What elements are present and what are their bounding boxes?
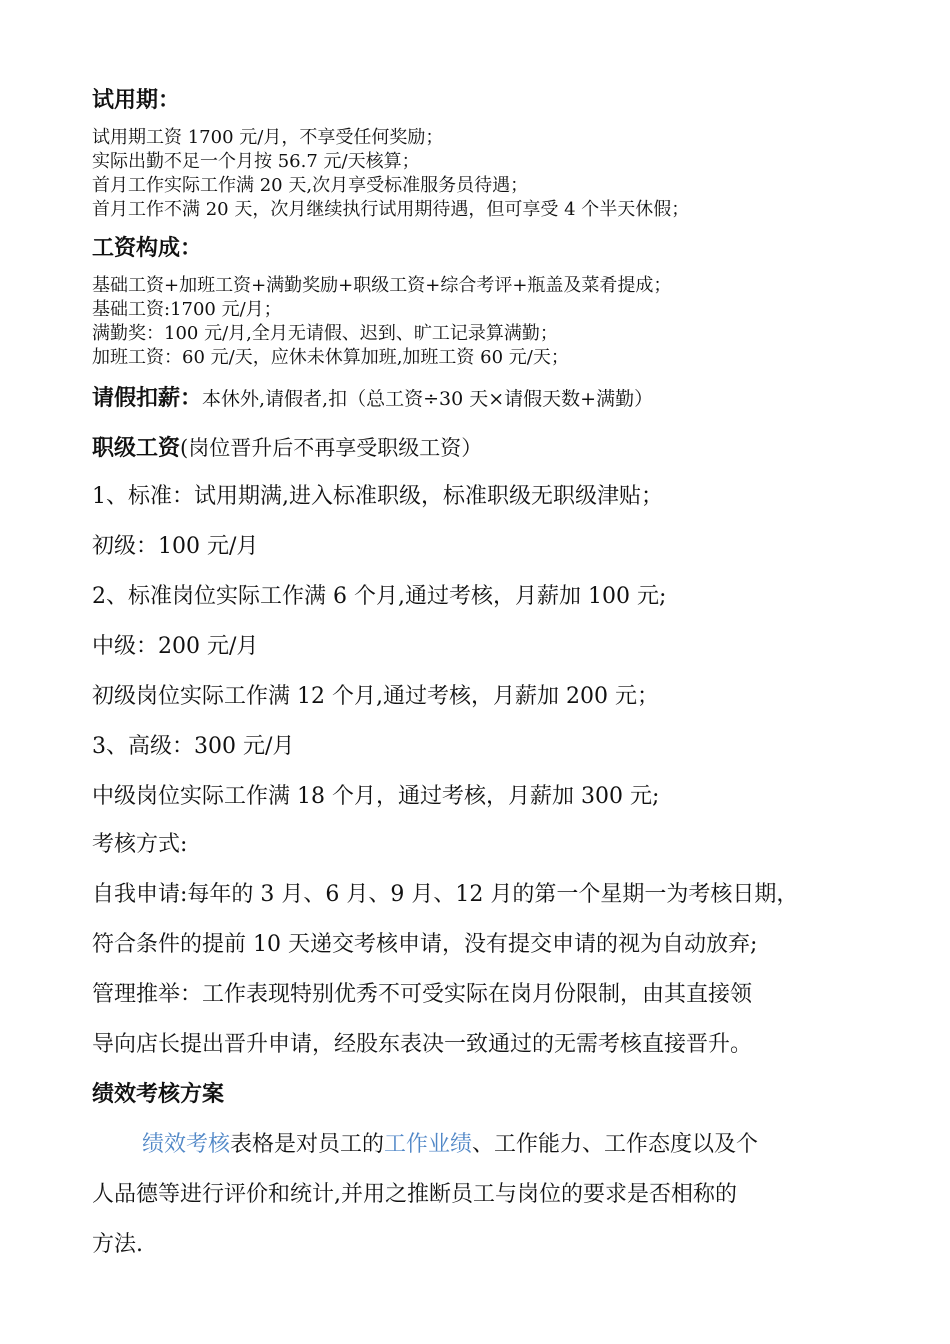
performance-line: 方法.	[92, 1232, 143, 1257]
grade-line: 初级：100 元/月	[92, 534, 259, 559]
salary-line: 基础工资:1700 元/月；	[92, 299, 282, 320]
probation-heading: 试用期：	[92, 88, 181, 113]
salary-heading: 工资构成：	[92, 236, 203, 261]
performance-text: 、工作能力、工作态度以及个	[472, 1132, 759, 1157]
salary-line: 满勤奖：100 元/月,全月无请假、迟到、旷工记录算满勤；	[92, 323, 558, 344]
salary-line: 基础工资+加班工资+满勤奖励+职级工资+综合考评+瓶盖及菜肴提成；	[92, 275, 672, 296]
performance-appraisal-link[interactable]: 绩效考核	[142, 1132, 231, 1157]
performance-text: 表格是对员工的	[230, 1132, 385, 1157]
grade-title	[92, 432, 482, 464]
work-performance-link[interactable]: 工作业绩	[384, 1132, 473, 1157]
grade-line: 中级：200 元/月	[92, 634, 259, 659]
grade-line: 导向店长提出晋升申请，经股东表决一致通过的无需考核直接晋升。	[92, 1032, 753, 1057]
grade-note: (岗位晋升后不再享受职级工资）	[180, 436, 483, 460]
grade-line: 符合条件的提前 10 天递交考核申请，没有提交申请的视为自动放弃;	[92, 932, 758, 957]
leave-paragraph	[92, 384, 653, 414]
grade-line: 中级岗位实际工作满 18 个月，通过考核，月薪加 300 元;	[92, 784, 660, 809]
grade-line: 1、标准：试用期满,进入标准职级，标准职级无职级津贴；	[92, 484, 663, 509]
leave-text: 本休外,请假者,扣（总工资÷30 天×请假天数+满勤）	[202, 388, 654, 410]
grade-line: 2、标准岗位实际工作满 6 个月,通过考核，月薪加 100 元;	[92, 584, 667, 609]
probation-line: 实际出勤不足一个月按 56.7 元/天核算；	[92, 151, 420, 172]
performance-heading: 绩效考核方案	[92, 1082, 225, 1107]
grade-heading: 职级工资	[92, 436, 181, 461]
probation-line: 首月工作不满 20 天，次月继续执行试用期待遇，但可享受 4 个半天休假；	[92, 199, 690, 220]
grade-line: 管理推举：工作表现特别优秀不可受实际在岗月份限制，由其直接领	[92, 982, 753, 1007]
performance-line: 人品德等进行评价和统计,并用之推断员工与岗位的要求是否相称的	[92, 1182, 737, 1207]
probation-line: 首月工作实际工作满 20 天,次月享受标准服务员待遇；	[92, 175, 529, 196]
grade-line: 初级岗位实际工作满 12 个月,通过考核，月薪加 200 元；	[92, 684, 659, 709]
probation-line: 试用期工资 1700 元/月，不享受任何奖励；	[92, 127, 444, 148]
grade-line: 3、高级：300 元/月	[92, 734, 295, 759]
leave-heading: 请假扣薪：	[92, 386, 203, 411]
performance-line	[92, 1130, 758, 1160]
grade-line: 考核方式:	[92, 832, 188, 857]
grade-line: 自我申请:每年的 3 月、6 月、9 月、12 月的第一个星期一为考核日期，	[92, 882, 799, 907]
salary-line: 加班工资：60 元/天，应休未休算加班,加班工资 60 元/天；	[92, 347, 569, 368]
